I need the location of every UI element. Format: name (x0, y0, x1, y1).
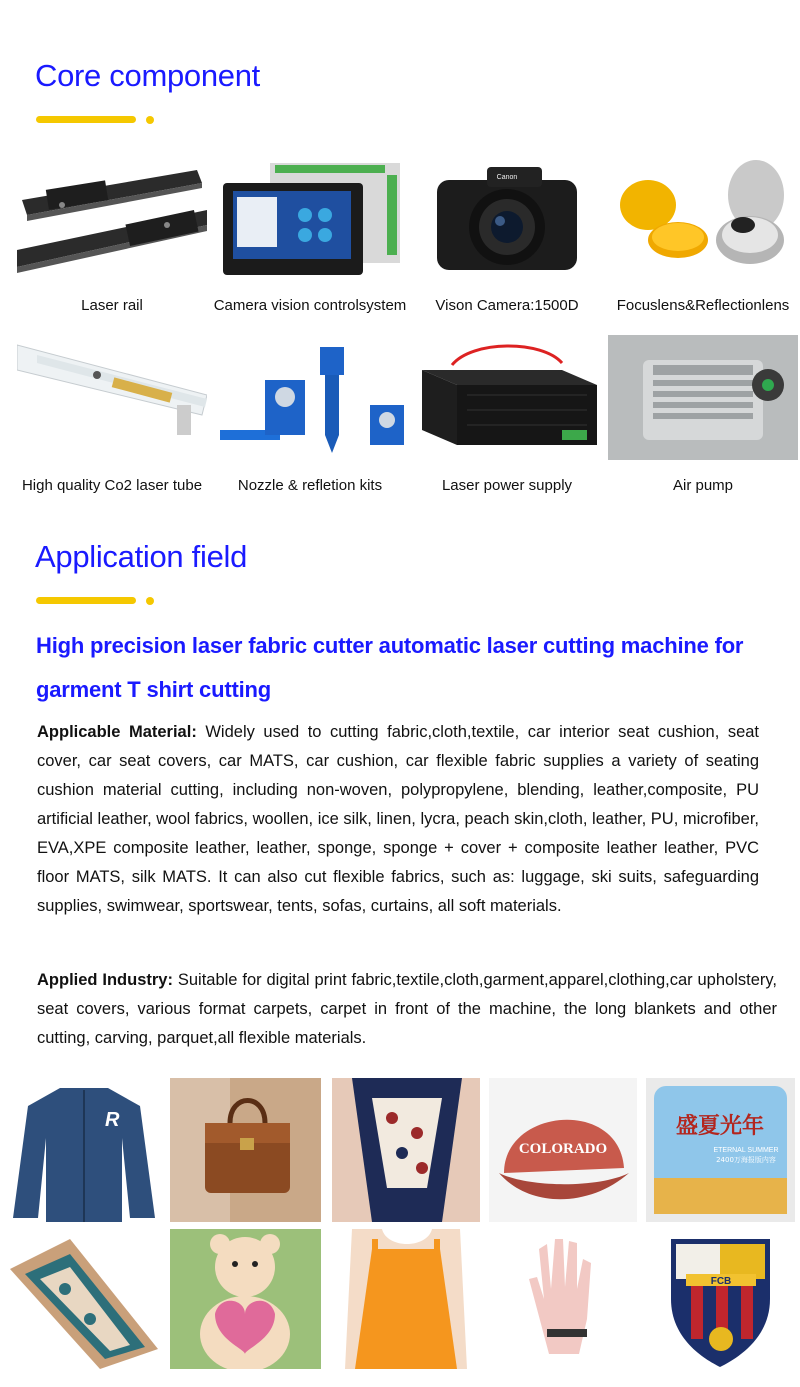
badge-text: FCB (710, 1276, 732, 1287)
title-underline (36, 597, 136, 604)
title-underline (36, 116, 136, 123)
lens-image (608, 155, 798, 280)
product-headline: High precision laser fabric cutter automatic laser cutting machine for garment T shirt cutting (36, 633, 744, 702)
pillow-subtitle-1: ETERNAL SUMMER (713, 1147, 779, 1154)
application-field-title: Application field (35, 539, 248, 574)
power-supply-image (412, 335, 602, 460)
jersey-logo: R (105, 1109, 120, 1131)
pillow-image (646, 1078, 795, 1222)
applicable-material-text: Widely used to cutting fabric,cloth,textile, car interior seat cushion, seat cover, car seat covers, car MATS, car cushion, car flexible fabric supplies a variety of seating cushion material cutting, including non-woven, polypropylene, blending, leather,composite, PU artificial leather, wool fabrics, woollen, ice silk, linen, lycra, peach skin,cloth, leather, PU, microfiber, EVA,XPE composite leather, leather, sponge, sponge + cover + composite leather leather, PVC floor MATS, silk MATS. It can also cut flexible fabrics, such as: luggage, ski suits, safeguarding supplies, swimwear, sportswear, tents, sofas, curtains, all soft materials. (37, 723, 760, 915)
cap-image (489, 1078, 637, 1222)
scarf-image (332, 1078, 480, 1222)
title-underline-dot (146, 597, 154, 605)
applicable-material-paragraph (37, 718, 759, 921)
glove-image (489, 1229, 637, 1369)
applied-industry-text: Suitable for digital print fabric,textile,cloth,garment,apparel,clothing,car upholstery, seat covers, various format carpets, carpet in front of the machine, the long blankets and other cutting, carving, parquet,all flexible materials. (37, 971, 777, 1047)
component-label: Nozzle & refletion kits (237, 477, 383, 494)
camera-image (412, 155, 602, 280)
jersey-image (10, 1078, 158, 1222)
ribbon-rolls-image (10, 1229, 158, 1369)
component-label: Focuslens&Reflectionlens (616, 297, 790, 314)
component-label: Camera vision controlsystem (213, 297, 407, 314)
applied-industry-label: Applied Industry: (37, 971, 173, 989)
applied-industry-paragraph (37, 966, 777, 1053)
title-underline-dot (146, 116, 154, 124)
component-label: Laser power supply (441, 477, 573, 494)
component-label: Air pump (672, 477, 734, 494)
svg-text:Canon: Canon (496, 174, 518, 181)
apron-image (332, 1229, 480, 1369)
control-panel-image (215, 155, 405, 280)
applicable-material-label: Applicable Material: (37, 723, 197, 741)
core-component-title: Core component (35, 58, 260, 93)
teddy-bear-image (170, 1229, 321, 1369)
component-label: High quality Co2 laser tube (21, 477, 203, 494)
fcb-badge-image (646, 1229, 795, 1369)
pillow-title: 盛夏光年 (675, 1114, 765, 1139)
component-label: Laser rail (81, 297, 143, 314)
handbag-image (170, 1078, 321, 1222)
cap-text: COLORADO (518, 1141, 608, 1157)
laser-tube-image (17, 335, 207, 460)
pillow-subtitle-2: 2400万海报版内容 (716, 1156, 776, 1164)
laser-rail-image (17, 155, 207, 280)
component-label: Vison Camera:1500D (435, 297, 579, 314)
nozzle-kit-image (215, 335, 405, 460)
air-pump-image (608, 335, 798, 460)
